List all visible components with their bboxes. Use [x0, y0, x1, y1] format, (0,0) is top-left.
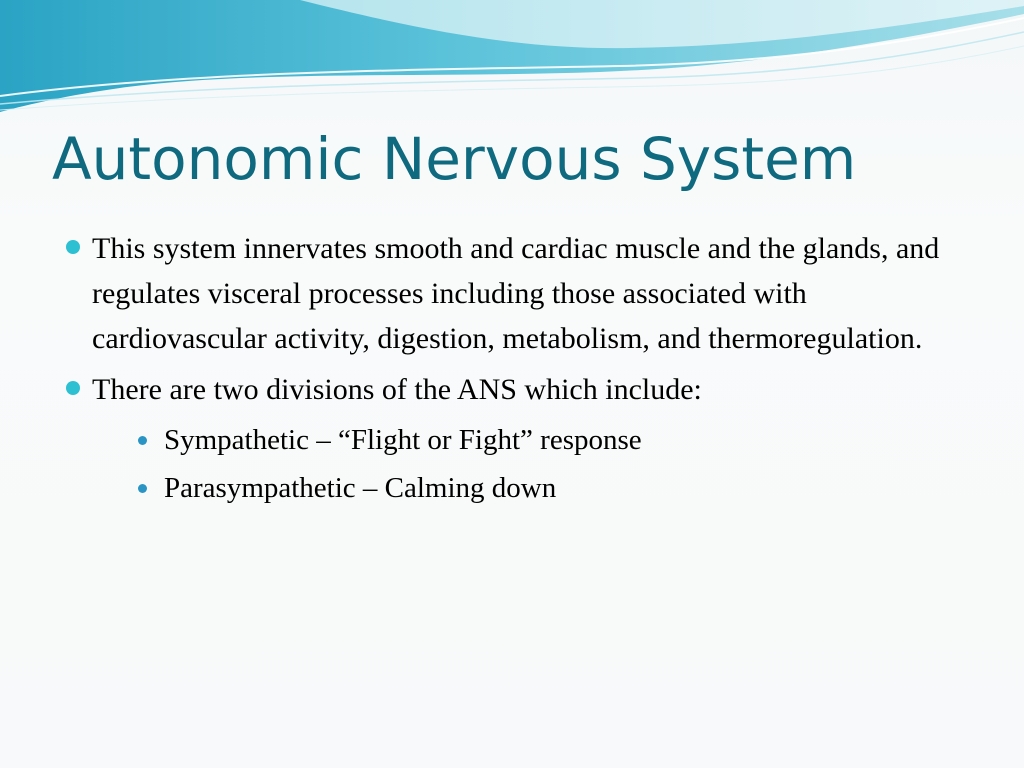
decorative-wave-header [0, 0, 1024, 130]
bullet-list [62, 226, 982, 518]
sub-bullet-item [92, 464, 982, 512]
sub-bullet-dot-icon [138, 436, 147, 445]
bullet-dot-icon [66, 240, 80, 254]
sub-bullet-item [92, 416, 982, 464]
bullet-item [62, 226, 982, 361]
slide-title: Autonomic Nervous System [52, 125, 857, 193]
sub-bullet-text: Sympathetic – “Flight or Fight” response [164, 424, 642, 456]
sub-bullet-text: Parasympathetic – Calming down [164, 472, 557, 504]
bullet-item [62, 367, 982, 512]
bullet-text: This system innervates smooth and cardiac muscle and the glands, and regulates visceral processes including those associated with cardiovascular activity, digestion, metabolism, and thermoregulation. [92, 232, 940, 355]
bullet-dot-icon [66, 381, 80, 395]
sub-bullet-dot-icon [138, 484, 147, 493]
bullet-text: There are two divisions of the ANS which include: [92, 373, 702, 406]
sub-bullet-list [92, 416, 982, 512]
